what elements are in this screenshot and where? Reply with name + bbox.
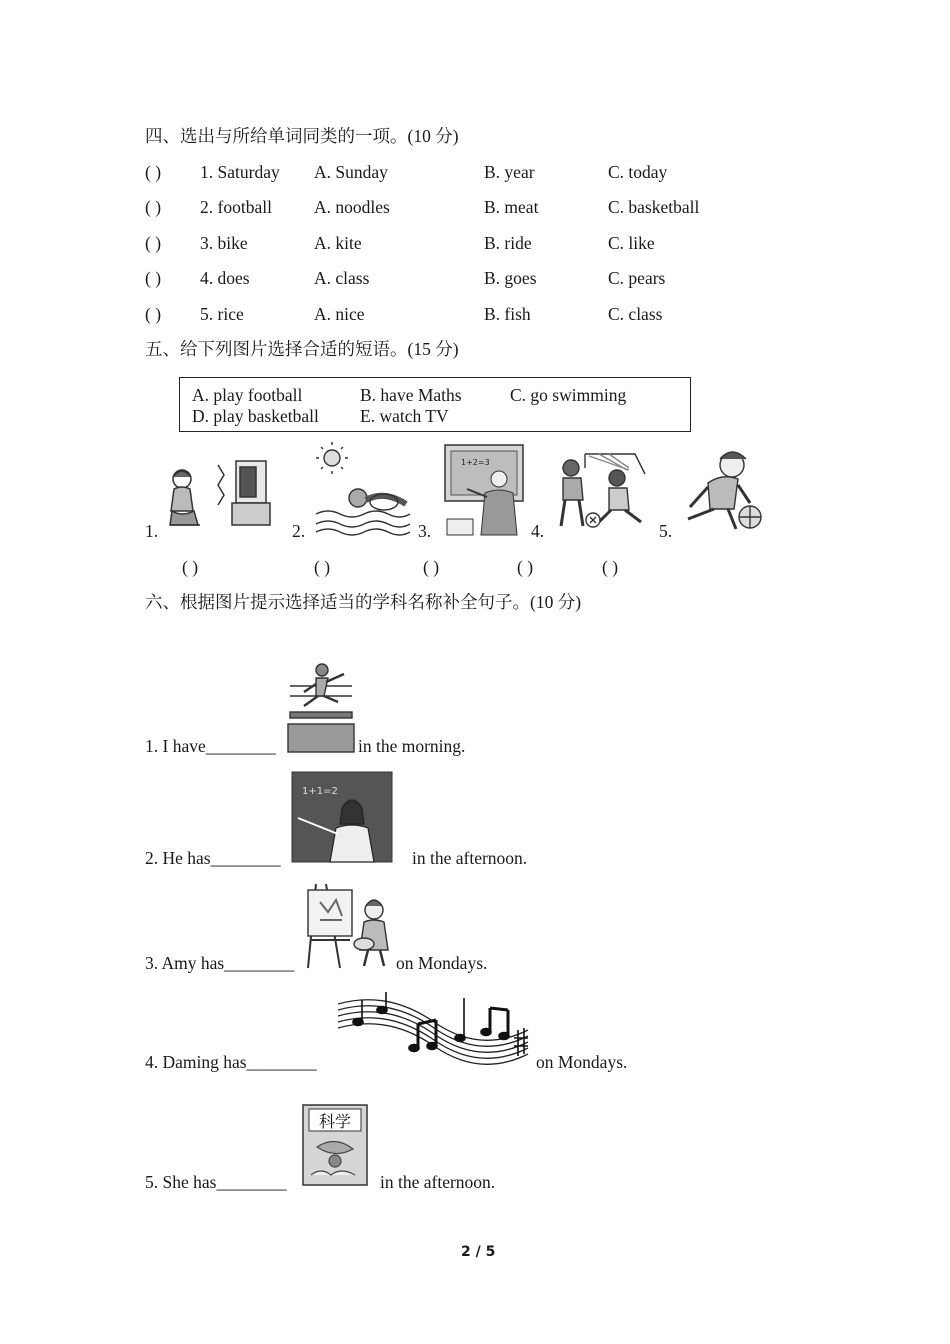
option-a: A. noodles — [314, 197, 390, 217]
answer-paren[interactable]: ( ) — [145, 233, 162, 253]
option-have-maths: B. have Maths — [360, 385, 462, 405]
question-word: 1. Saturday — [200, 162, 280, 182]
option-b: B. ride — [484, 233, 532, 253]
option-watch-tv: E. watch TV — [360, 406, 449, 426]
sentence-after: in the afternoon. — [412, 848, 528, 868]
answer-paren[interactable]: ( ) — [145, 162, 162, 182]
sentence-before: 5. She has________ — [145, 1172, 287, 1192]
option-c: C. basketball — [608, 197, 700, 217]
picture-number: 1. — [145, 521, 159, 541]
have-maths-illustration — [441, 443, 527, 537]
picture-number: 5. — [659, 521, 673, 541]
sentence-before: 1. I have________ — [145, 736, 276, 756]
play-basketball-illustration — [678, 447, 766, 535]
sentence-after: on Mondays. — [396, 953, 488, 973]
option-a: A. Sunday — [314, 162, 388, 182]
picture-number: 3. — [418, 521, 432, 541]
option-c: C. class — [608, 304, 663, 324]
option-b: B. meat — [484, 197, 539, 217]
answer-paren[interactable]: ( ) — [423, 557, 440, 577]
question-word: 5. rice — [200, 304, 244, 324]
watch-tv-illustration — [160, 455, 275, 535]
question-word: 3. bike — [200, 233, 248, 253]
option-play-football: A. play football — [192, 385, 303, 405]
pe-hurdle-illustration — [288, 662, 356, 754]
book-title: 科学 — [318, 1112, 352, 1131]
sentence-before: 3. Amy has________ — [145, 953, 295, 973]
play-football-illustration — [555, 448, 647, 534]
option-a: A. nice — [314, 304, 365, 324]
music-notes-illustration — [336, 990, 530, 1064]
option-play-basketball: D. play basketball — [192, 406, 319, 426]
answer-paren[interactable]: ( ) — [145, 197, 162, 217]
option-c: C. pears — [608, 268, 666, 288]
answer-paren[interactable]: ( ) — [145, 304, 162, 324]
picture-number: 4. — [531, 521, 545, 541]
science-book-illustration — [301, 1103, 371, 1187]
answer-paren[interactable]: ( ) — [314, 557, 331, 577]
option-a: A. class — [314, 268, 370, 288]
option-c: C. like — [608, 233, 655, 253]
option-b: B. fish — [484, 304, 531, 324]
board-equation: 1+1=2 — [302, 786, 338, 797]
option-b: B. goes — [484, 268, 537, 288]
section-4-title: 四、选出与所给单词同类的一项。(10 分) — [145, 126, 459, 146]
question-word: 2. football — [200, 197, 272, 217]
section-5-title: 五、给下列图片选择合适的短语。(15 分) — [145, 339, 459, 359]
board-equation: 1+2=3 — [461, 458, 490, 467]
maths-teacher-illustration — [292, 772, 394, 864]
go-swimming-illustration — [312, 442, 412, 537]
answer-paren[interactable]: ( ) — [602, 557, 619, 577]
picture-number: 2. — [292, 521, 306, 541]
sentence-after: in the morning. — [358, 736, 466, 756]
sentence-before: 4. Daming has________ — [145, 1052, 317, 1072]
answer-paren[interactable]: ( ) — [145, 268, 162, 288]
question-word: 4. does — [200, 268, 250, 288]
option-c: C. today — [608, 162, 668, 182]
option-go-swimming: C. go swimming — [510, 385, 627, 405]
art-painting-illustration — [306, 880, 394, 970]
sentence-after: in the afternoon. — [380, 1172, 496, 1192]
sentence-after: on Mondays. — [536, 1052, 628, 1072]
answer-paren[interactable]: ( ) — [517, 557, 534, 577]
section-6-title: 六、根据图片提示选择适当的学科名称补全句子。(10 分) — [145, 592, 582, 612]
option-a: A. kite — [314, 233, 362, 253]
page-number: 2 / 5 — [461, 1244, 496, 1260]
option-b: B. year — [484, 162, 535, 182]
answer-paren[interactable]: ( ) — [182, 557, 199, 577]
sentence-before: 2. He has________ — [145, 848, 281, 868]
